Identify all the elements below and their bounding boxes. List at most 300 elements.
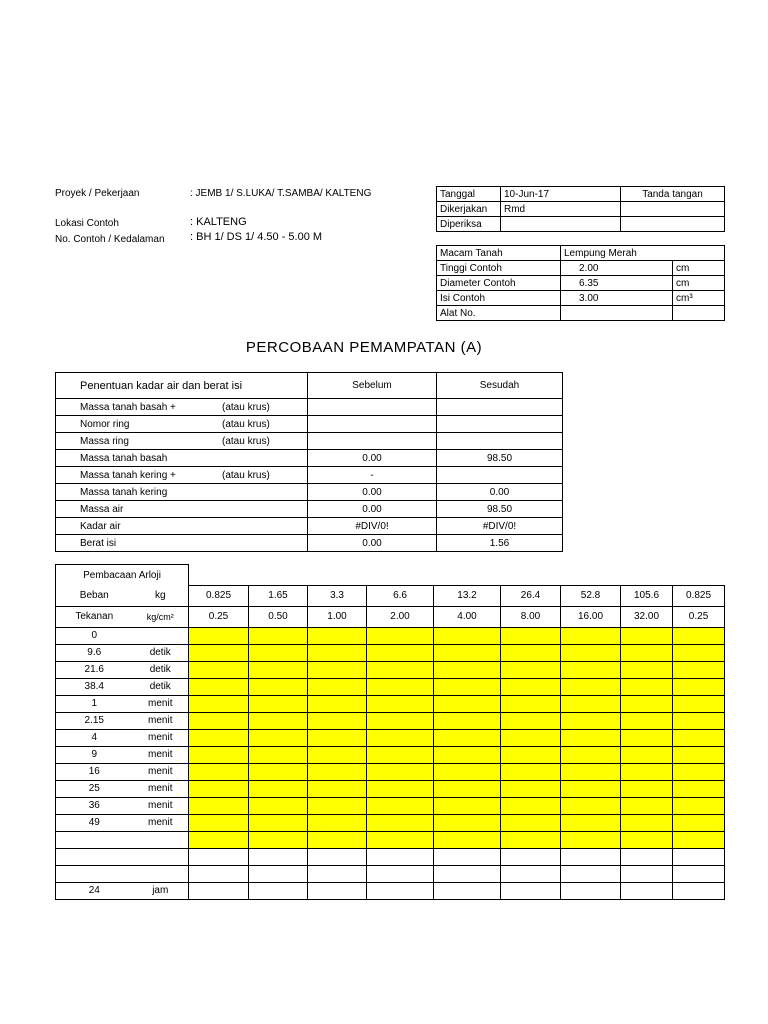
time-unit: jam [133,882,189,899]
time-row [56,831,725,848]
reading-cell [434,746,501,763]
reading-cell [621,712,673,729]
beban-row [56,585,725,606]
reading-cell [621,797,673,814]
tekanan-value: 0.25 [189,606,249,627]
moisture-before [308,399,437,416]
moisture-row-label: Massa tanah basah [80,452,168,464]
tinggi-value: 2.00 [561,261,673,276]
beban-unit: kg [133,585,189,606]
moisture-row-note: (atau krus) [222,401,270,413]
diperiksa-label: Diperiksa [437,217,501,232]
reading-cell [434,695,501,712]
reading-cell [621,627,673,644]
diameter-label: Diameter Contoh [437,276,561,291]
time-row [56,848,725,865]
reading-cell [434,627,501,644]
beban-label: Beban [56,585,133,606]
diperiksa-value [501,217,621,232]
time-value: 0 [56,627,133,644]
reading-cell [561,678,621,695]
reading-cell [249,746,308,763]
time-value: 21.6 [56,661,133,678]
dikerjakan-label: Dikerjakan [437,202,501,217]
reading-cell [501,712,561,729]
time-row [56,797,725,814]
reading-cell [249,644,308,661]
reading-cell [501,627,561,644]
reading-cell [501,814,561,831]
time-row [56,729,725,746]
reading-cell [189,797,249,814]
reading-cell [308,627,367,644]
reading-cell [189,814,249,831]
isi-unit: cm³ [673,291,725,306]
tekanan-value: 8.00 [501,606,561,627]
diameter-unit: cm [673,276,725,291]
moisture-row-label-cell [56,450,308,467]
reading-cell [308,814,367,831]
time-value: 25 [56,780,133,797]
date-signature-table [436,186,725,232]
lokasi-value: : KALTENG [190,216,247,228]
reading-cell [249,831,308,848]
reading-cell [673,780,725,797]
moisture-row-label-cell [56,416,308,433]
reading-cell [367,695,434,712]
moisture-after: #DIV/0! [437,518,563,535]
reading-cell [501,882,561,899]
tekanan-unit: kg/cm² [133,606,189,627]
reading-cell [673,661,725,678]
reading-cell [189,831,249,848]
time-value: 24 [56,882,133,899]
soil-info-table [436,245,725,321]
reading-cell [621,831,673,848]
moisture-row-label: Kadar air [80,520,121,532]
beban-value: 6.6 [367,585,434,606]
time-unit: detik [133,661,189,678]
readings-title-row [56,565,725,586]
reading-cell [561,712,621,729]
alat-extra [673,306,725,321]
alat-label: Alat No. [437,306,561,321]
reading-cell [621,780,673,797]
reading-cell [189,712,249,729]
reading-cell [367,882,434,899]
reading-cell [249,797,308,814]
isi-label: Isi Contoh [437,291,561,306]
reading-cell [367,848,434,865]
reading-cell [434,712,501,729]
reading-cell [189,848,249,865]
macam-value: Lempung Merah [561,246,725,261]
reading-cell [308,865,367,882]
moisture-after: 1.56 [437,535,563,552]
reading-cell [434,763,501,780]
tanggal-value: 10-Jun-17 [501,187,621,202]
moisture-row-label-cell [56,501,308,518]
reading-cell [561,797,621,814]
tekanan-value: 0.50 [249,606,308,627]
reading-cell [308,848,367,865]
reading-cell [501,831,561,848]
reading-cell [189,661,249,678]
reading-cell [434,780,501,797]
reading-cell [621,848,673,865]
moisture-before [308,416,437,433]
readings-title-spacer [189,565,725,586]
reading-cell [501,763,561,780]
time-value: 9.6 [56,644,133,661]
time-unit: menit [133,763,189,780]
reading-cell [673,814,725,831]
reading-cell [367,712,434,729]
time-value: 1 [56,695,133,712]
nocontoh-value: : BH 1/ DS 1/ 4.50 - 5.00 M [190,231,323,243]
moisture-header: Penentuan kadar air dan berat isi [56,373,308,399]
reading-cell [189,644,249,661]
proyek-label: Proyek / Pekerjaan [55,188,140,199]
reading-cell [189,695,249,712]
reading-cell [189,729,249,746]
moisture-row-label: Berat isi [80,537,117,549]
moisture-row [56,450,563,467]
time-unit: detik [133,644,189,661]
time-row [56,627,725,644]
tanda-tangan-label: Tanda tangan [621,187,725,202]
reading-cell [501,780,561,797]
tanggal-label: Tanggal [437,187,501,202]
moisture-row [56,535,563,552]
reading-cell [308,780,367,797]
reading-cell [673,763,725,780]
tekanan-value: 32.00 [621,606,673,627]
reading-cell [189,763,249,780]
reading-cell [434,814,501,831]
reading-cell [673,627,725,644]
beban-value: 0.825 [189,585,249,606]
readings-table [55,564,725,900]
reading-cell [249,729,308,746]
reading-cell [561,763,621,780]
moisture-before: #DIV/0! [308,518,437,535]
beban-value: 13.2 [434,585,501,606]
moisture-row-label-cell [56,484,308,501]
col-before-header: Sebelum [308,373,437,399]
time-unit: menit [133,729,189,746]
reading-cell [367,627,434,644]
moisture-row-label-cell [56,518,308,535]
moisture-row-label-cell [56,433,308,450]
diperiksa-signature [621,217,725,232]
reading-cell [434,865,501,882]
time-row [56,746,725,763]
reading-cell [621,644,673,661]
reading-cell [308,678,367,695]
reading-cell [673,882,725,899]
beban-value: 52.8 [561,585,621,606]
reading-cell [367,644,434,661]
moisture-row-label-cell [56,535,308,552]
reading-cell [501,729,561,746]
tinggi-unit: cm [673,261,725,276]
reading-cell [189,780,249,797]
reading-cell [367,729,434,746]
moisture-row-label: Massa ring [80,435,129,447]
reading-cell [501,746,561,763]
tekanan-value: 2.00 [367,606,434,627]
reading-cell [501,644,561,661]
time-unit [133,831,189,848]
moisture-row [56,399,563,416]
reading-cell [308,746,367,763]
reading-cell [308,661,367,678]
reading-cell [249,814,308,831]
reading-cell [434,831,501,848]
moisture-row [56,518,563,535]
time-unit [133,848,189,865]
reading-cell [367,780,434,797]
time-row [56,865,725,882]
reading-cell [673,712,725,729]
moisture-before: 0.00 [308,484,437,501]
tekanan-row [56,606,725,627]
moisture-after: 0.00 [437,484,563,501]
reading-cell [367,678,434,695]
beban-value: 0.825 [673,585,725,606]
moisture-before: 0.00 [308,450,437,467]
reading-cell [621,661,673,678]
time-unit [133,865,189,882]
reading-cell [249,763,308,780]
time-value: 49 [56,814,133,831]
time-value [56,865,133,882]
beban-value: 1.65 [249,585,308,606]
time-row [56,695,725,712]
reading-cell [249,712,308,729]
moisture-row-note: (atau krus) [222,418,270,430]
time-unit: menit [133,746,189,763]
time-unit: detik [133,678,189,695]
reading-cell [189,627,249,644]
lokasi-label: Lokasi Contoh [55,218,119,229]
moisture-row-label: Massa tanah basah + [80,401,176,413]
macam-label: Macam Tanah [437,246,561,261]
reading-cell [249,678,308,695]
beban-value: 3.3 [308,585,367,606]
moisture-after [437,433,563,450]
nocontoh-label: No. Contoh / Kedalaman [55,234,165,245]
moisture-before: 0.00 [308,535,437,552]
moisture-row [56,501,563,518]
reading-cell [673,644,725,661]
reading-cell [308,695,367,712]
reading-cell [501,865,561,882]
moisture-row-note: (atau krus) [222,469,270,481]
reading-cell [434,661,501,678]
reading-cell [561,814,621,831]
reading-cell [561,661,621,678]
time-value: 16 [56,763,133,780]
reading-cell [249,865,308,882]
reading-cell [621,746,673,763]
time-value [56,848,133,865]
time-unit: menit [133,695,189,712]
reading-cell [621,763,673,780]
reading-cell [673,831,725,848]
reading-cell [367,746,434,763]
moisture-row-label: Massa air [80,503,124,515]
time-value: 9 [56,746,133,763]
reading-cell [561,627,621,644]
reading-cell [561,729,621,746]
reading-cell [501,848,561,865]
moisture-after: 98.50 [437,450,563,467]
reading-cell [189,678,249,695]
reading-cell [673,678,725,695]
reading-cell [249,780,308,797]
isi-value: 3.00 [561,291,673,306]
moisture-row-label: Massa tanah kering + [80,469,176,481]
tinggi-label: Tinggi Contoh [437,261,561,276]
reading-cell [673,729,725,746]
reading-cell [249,848,308,865]
reading-cell [367,814,434,831]
reading-cell [189,865,249,882]
reading-cell [434,882,501,899]
reading-cell [367,661,434,678]
time-row [56,712,725,729]
reading-cell [561,746,621,763]
reading-cell [367,831,434,848]
reading-cell [501,678,561,695]
time-unit [133,627,189,644]
tekanan-value: 1.00 [308,606,367,627]
moisture-row-label-cell [56,399,308,416]
beban-value: 26.4 [501,585,561,606]
reading-cell [308,763,367,780]
moisture-rows [56,399,563,552]
reading-cell [501,797,561,814]
reading-cell [249,661,308,678]
readings-rows [56,565,725,900]
reading-cell [501,695,561,712]
reading-cell [434,644,501,661]
time-row [56,780,725,797]
reading-cell [561,695,621,712]
moisture-row-label-cell [56,467,308,484]
reading-cell [434,848,501,865]
reading-cell [673,848,725,865]
tekanan-label: Tekanan [56,606,133,627]
time-value: 36 [56,797,133,814]
time-unit: menit [133,712,189,729]
reading-cell [434,678,501,695]
reading-cell [308,797,367,814]
tekanan-value: 0.25 [673,606,725,627]
reading-cell [673,695,725,712]
col-after-header: Sesudah [437,373,563,399]
reading-cell [501,661,561,678]
beban-value: 105.6 [621,585,673,606]
reading-cell [561,848,621,865]
moisture-after [437,467,563,484]
time-value [56,831,133,848]
reading-cell [189,746,249,763]
tekanan-value: 16.00 [561,606,621,627]
reading-cell [249,882,308,899]
time-unit: menit [133,814,189,831]
reading-cell [308,644,367,661]
reading-cell [434,729,501,746]
moisture-after [437,416,563,433]
tekanan-value: 4.00 [434,606,501,627]
time-row [56,882,725,899]
reading-cell [308,712,367,729]
reading-cell [561,831,621,848]
moisture-row [56,467,563,484]
reading-cell [673,797,725,814]
time-unit: menit [133,780,189,797]
reading-cell [621,882,673,899]
time-row [56,644,725,661]
reading-cell [673,865,725,882]
reading-cell [621,695,673,712]
reading-cell [561,780,621,797]
reading-cell [367,865,434,882]
reading-cell [308,831,367,848]
time-value: 38.4 [56,678,133,695]
moisture-row-label: Massa tanah kering [80,486,168,498]
moisture-before [308,433,437,450]
reading-cell [434,797,501,814]
dikerjakan-value: Rmd [501,202,621,217]
dikerjakan-signature [621,202,725,217]
moisture-row-note: (atau krus) [222,435,270,447]
moisture-before: - [308,467,437,484]
reading-cell [367,797,434,814]
diameter-value: 6.35 [561,276,673,291]
time-row [56,763,725,780]
proyek-value: : JEMB 1/ S.LUKA/ T.SAMBA/ KALTENG [190,188,372,199]
reading-cell [621,729,673,746]
reading-cell [308,882,367,899]
readings-title: Pembacaan Arloji [56,565,189,586]
moisture-before: 0.00 [308,501,437,518]
page-title: PERCOBAAN PEMAMPATAN (A) [245,339,483,356]
moisture-after: 98.50 [437,501,563,518]
reading-cell [249,627,308,644]
reading-cell [621,814,673,831]
alat-value [561,306,673,321]
moisture-row [56,416,563,433]
time-value: 4 [56,729,133,746]
moisture-after [437,399,563,416]
reading-cell [673,746,725,763]
moisture-row-label: Nomor ring [80,418,130,430]
reading-cell [367,763,434,780]
reading-cell [308,729,367,746]
moisture-row [56,484,563,501]
reading-cell [249,695,308,712]
reading-cell [621,678,673,695]
reading-cell [189,882,249,899]
time-unit: menit [133,797,189,814]
reading-cell [561,865,621,882]
time-value: 2.15 [56,712,133,729]
time-row [56,661,725,678]
